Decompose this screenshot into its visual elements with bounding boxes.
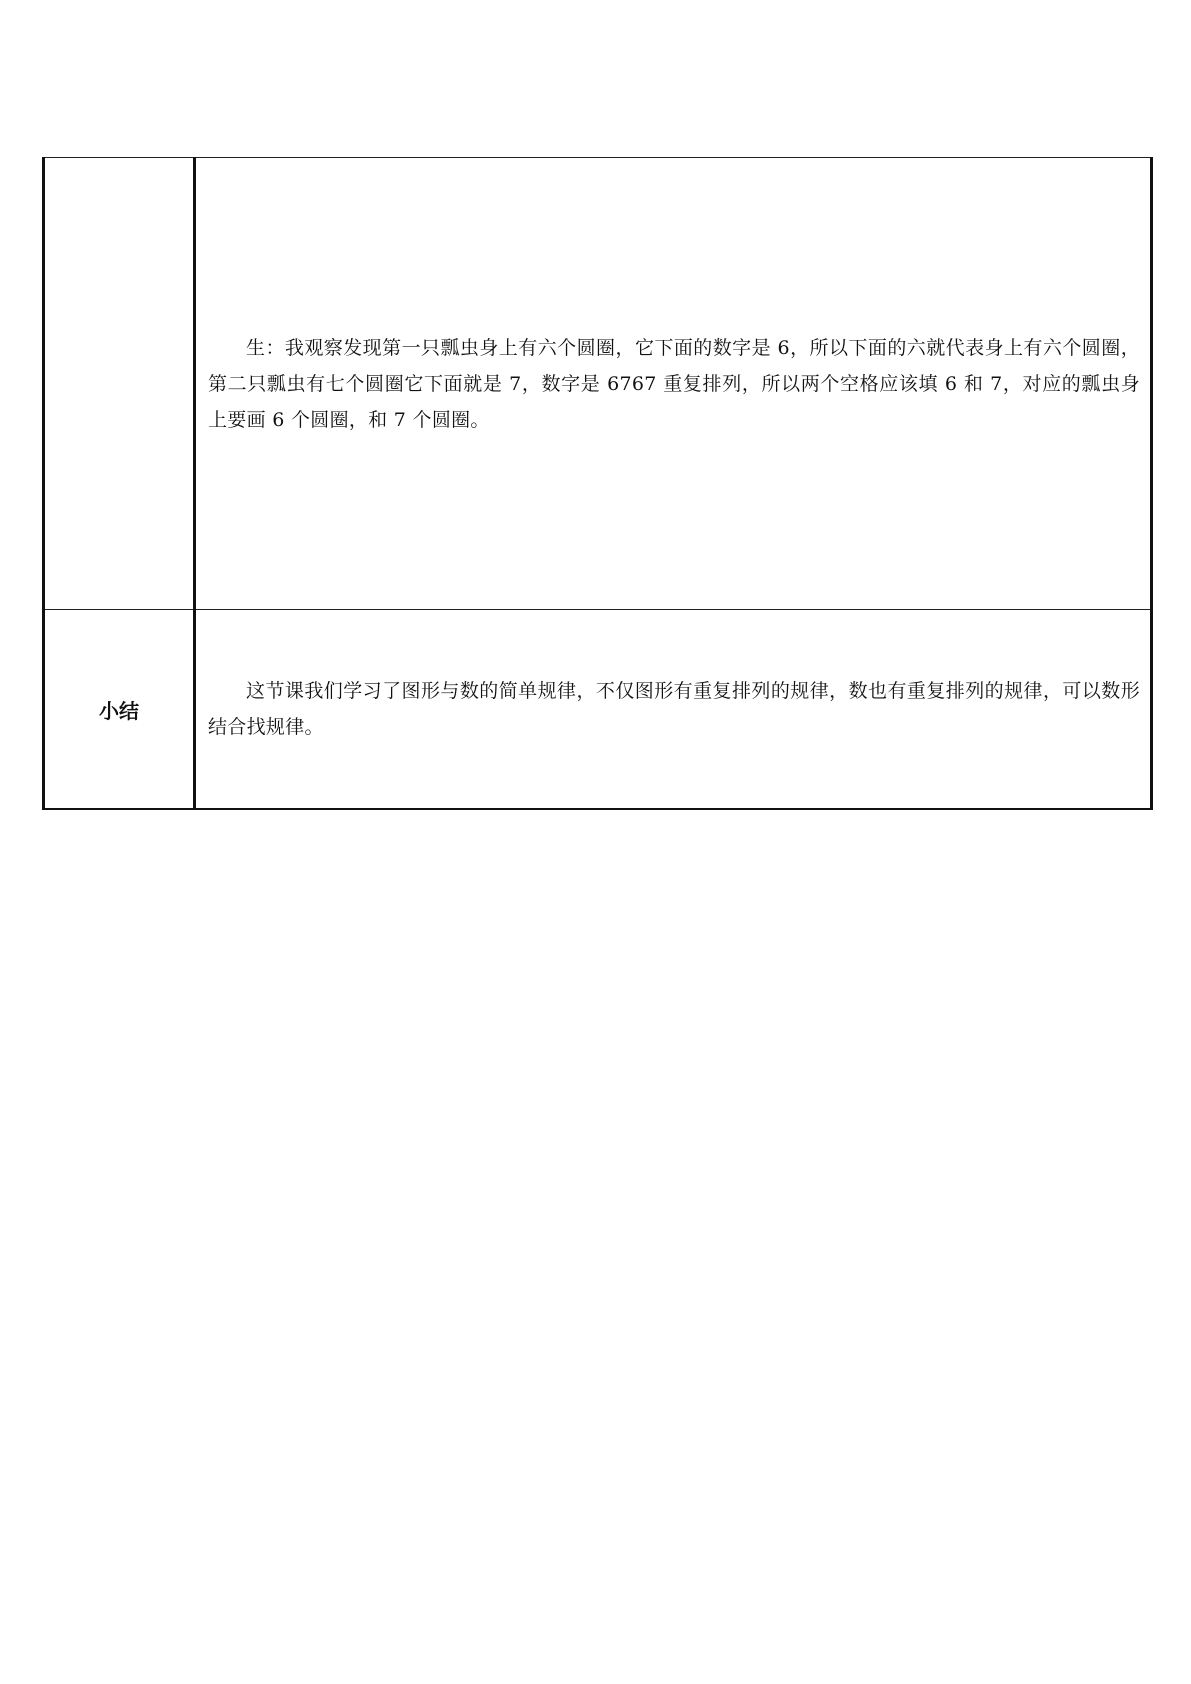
lesson-plan-table xyxy=(42,157,1153,810)
table-row xyxy=(44,158,1152,610)
summary-label: 小结 xyxy=(99,698,139,723)
row-content-cell xyxy=(195,158,1152,610)
row-label-cell xyxy=(44,158,195,610)
table-row xyxy=(44,610,1152,810)
summary-paragraph: 这节课我们学习了图形与数的简单规律，不仅图形有重复排列的规律，数也有重复排列的规律，可以数形结合找规律。 xyxy=(208,680,1140,738)
student-answer-paragraph: 生：我观察发现第一只瓢虫身上有六个圆圈，它下面的数字是 6，所以下面的六就代表身上有六个圆圈，第二只瓢虫有七个圆圈它下面就是 7，数字是 6767 重复排列，所以两个空格应该填 6 和 7，对应的瓢虫身上要画 6 个圆圈，和 7 个圆圈。 xyxy=(208,336,1140,431)
row-content-cell xyxy=(195,610,1152,810)
row-label-cell xyxy=(44,610,195,810)
